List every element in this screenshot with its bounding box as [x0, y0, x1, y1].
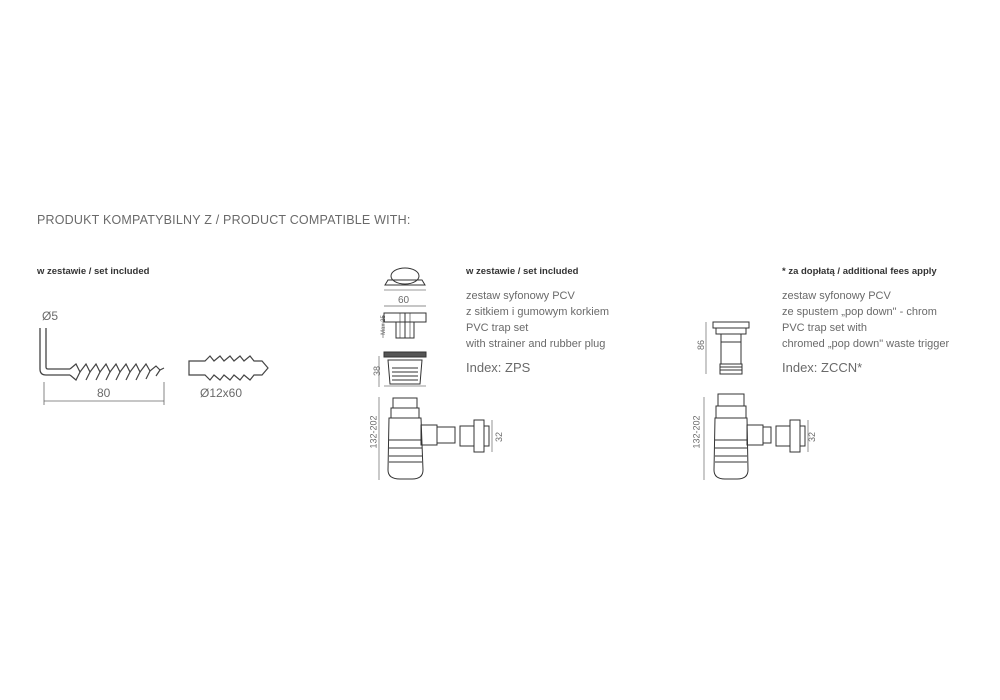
middle-desc-line: with strainer and rubber plug	[466, 338, 606, 350]
right-desc-line: zestaw syfonowy PCV	[782, 290, 891, 302]
right-index: Index: ZCCN*	[782, 360, 863, 375]
zps-dim-max: Max 25	[380, 315, 387, 335]
right-desc-line: chromed „pop down" waste trigger	[782, 338, 950, 350]
middle-desc-line: zestaw syfonowy PCV	[466, 290, 575, 302]
right-desc-line: ze spustem „pop down" - chrom	[782, 306, 937, 318]
hook-diameter-label: Ø5	[42, 309, 59, 323]
zccn-dim-32: 32	[807, 431, 818, 443]
middle-index: Index: ZPS	[466, 360, 531, 375]
zps-dim-38: 38	[372, 365, 383, 377]
zps-dim-range: 132-202	[368, 415, 379, 449]
left-set-label: w zestawie / set included	[37, 266, 150, 277]
right-fee-note: * za dopłatą / additional fees apply	[782, 266, 937, 277]
anchor-size-label: Ø12x60	[200, 386, 243, 400]
middle-desc-line: PVC trap set	[466, 322, 529, 334]
zps-dim-32: 32	[494, 431, 505, 443]
zps-dim-60: 60	[398, 295, 410, 306]
zccn-dim-86: 86	[696, 339, 707, 351]
section-heading: PRODUKT KOMPATYBILNY Z / PRODUCT COMPATIBLE WITH:	[37, 213, 411, 227]
middle-set-label: w zestawie / set included	[466, 266, 579, 277]
middle-desc-line: z sitkiem i gumowym korkiem	[466, 306, 610, 318]
right-desc-line: PVC trap set with	[782, 322, 867, 334]
zccn-dim-range: 132-202	[691, 415, 702, 449]
hook-length-label: 80	[97, 386, 111, 400]
